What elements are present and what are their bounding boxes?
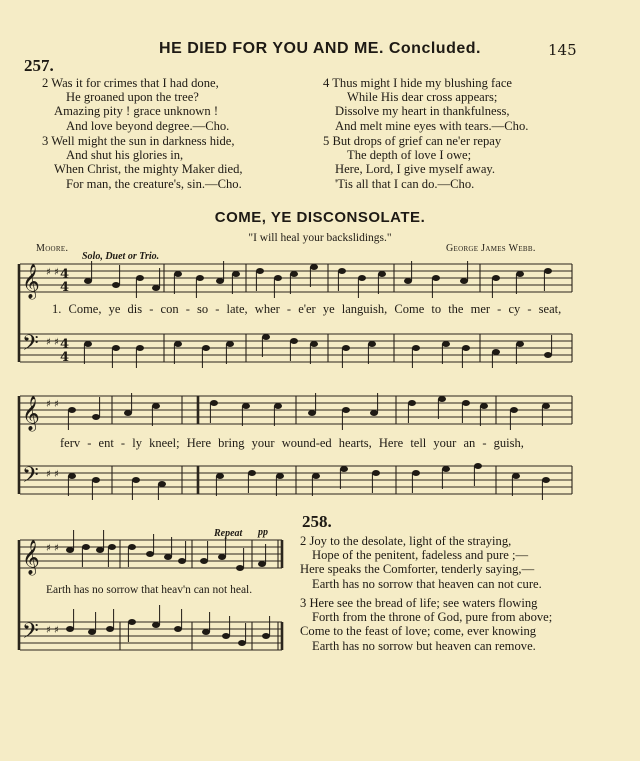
verse-line: The depth of love I owe; [347, 148, 472, 163]
verse-line: Earth has no sorrow but heaven can remove. [312, 638, 536, 653]
svg-text:♯ ♯: ♯ ♯ [46, 399, 59, 410]
verse-line: 3 Well might the sun in darkness hide, [42, 134, 235, 148]
music-system-3 [16, 528, 286, 678]
bass-clef-icon: 𝄢 [22, 331, 39, 361]
running-title: HE DIED FOR YOU AND ME. Concluded. [159, 40, 481, 57]
dynamic-mark: pp [258, 527, 268, 538]
treble-staff [20, 264, 572, 292]
lyrics-system-1: 1. Come, ye dis - con - so - late, wher - e'er ye languish, Come to the mer - cy - seat, [52, 302, 562, 316]
hymn-257-stanza-5 [323, 134, 501, 191]
svg-text:♯ ♯: ♯ ♯ [46, 543, 59, 554]
lyrics-system-2: ferv - ent - ly kneel; Here bring your wound-ed hearts, Here tell your an - guish, [60, 436, 524, 450]
verse-line: 'Tis all that I can do.—Cho. [335, 176, 475, 191]
verse-line: When Christ, the mighty Maker died, [54, 162, 243, 177]
performance-direction: Solo, Duet or Trio. [82, 251, 160, 262]
repeat-mark: Repeat [214, 528, 243, 539]
hymn-number-257: 257. [24, 56, 54, 75]
svg-text:♯ ♯: ♯ ♯ [46, 469, 59, 480]
hymn-257-stanza-2 [42, 76, 229, 133]
verse-line: 5 But drops of grief can ne'er repay [323, 134, 502, 148]
verse-line: 2 Was it for crimes that I had done, [42, 76, 219, 90]
verse-line: And shut his glories in, [66, 148, 184, 163]
verse-line: Earth has no sorrow that heaven can not cure. [312, 576, 542, 591]
treble-clef-icon: 𝄞 [22, 540, 40, 575]
verse-line: And love beyond degree.—Cho. [66, 118, 230, 133]
lyrics-system-3: Earth has no sorrow that heav'n can not heal. [46, 584, 253, 596]
hymn-258-stanza-2 [300, 534, 542, 591]
svg-text:♯ ♯: ♯ ♯ [46, 267, 59, 278]
verse-line: Amazing pity ! grace unknown ! [54, 104, 219, 119]
svg-text:♯ ♯: ♯ ♯ [46, 625, 59, 636]
verse-line: 2 Joy to the desolate, light of the straying, [300, 534, 512, 548]
bass-staff [20, 334, 572, 362]
verse-line: 3 Here see the bread of life; see waters flowing [300, 596, 538, 610]
verse-line: Here speaks the Comforter, tenderly saying,— [300, 562, 535, 577]
verse-line: Here, Lord, I give myself away. [335, 162, 496, 177]
treble-clef-icon: 𝄞 [22, 396, 40, 431]
hymn-258-stanza-3 [300, 596, 552, 653]
verse-line: Dissolve my heart in thankfulness, [335, 104, 510, 119]
svg-text:♯ ♯: ♯ ♯ [46, 337, 59, 348]
treble-clef-icon: 𝄞 [22, 264, 40, 299]
svg-text:4: 4 [60, 280, 70, 295]
hymn-257-stanza-4 [323, 76, 528, 133]
verse-line: And melt mine eyes with tears.—Cho. [335, 118, 529, 133]
hymn-257-stanza-3 [42, 134, 243, 191]
hymn-number-258: 258. [302, 512, 332, 531]
svg-text:4: 4 [60, 350, 70, 365]
song-title: COME, YE DISCONSOLATE. [214, 209, 426, 226]
verse-line: 4 Thus might I hide my blushing face [323, 76, 512, 90]
verse-line: Come to the feast of love; come, ever knowing [300, 624, 537, 639]
verse-line: Forth from the throne of God, pure from above; [312, 610, 553, 625]
song-epigraph: "I will heal your backslidings." [248, 232, 392, 244]
music-credit: George James Webb. [446, 243, 536, 254]
verse-line: He groaned upon the tree? [66, 90, 199, 105]
verse-line: While His dear cross appears; [347, 90, 498, 105]
bass-clef-icon: 𝄢 [22, 463, 39, 493]
svg-text:4: 4 [60, 337, 70, 352]
bass-clef-icon: 𝄢 [22, 619, 39, 649]
text-credit: Moore. [36, 243, 69, 254]
verse-line: Hope of the penitent, fadeless and pure ;— [312, 548, 529, 563]
verse-line: For man, the creature's, sin.—Cho. [66, 176, 242, 191]
page-number: 145 [548, 41, 577, 59]
svg-text:4: 4 [60, 267, 70, 282]
